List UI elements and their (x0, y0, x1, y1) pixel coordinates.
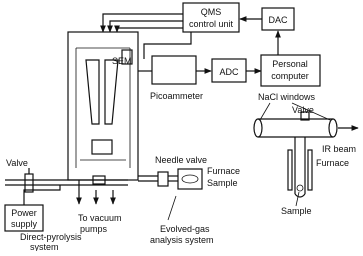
dp-label-line1: Direct-pyrolysis (20, 232, 82, 242)
valve-right-label: Valve (292, 105, 314, 115)
egas-label-line1: Evolved-gas (160, 224, 210, 234)
dac-box (262, 8, 294, 30)
personal-computer-box (261, 55, 320, 86)
sem-label: SEM (112, 56, 132, 66)
picoammeter-box (150, 56, 203, 101)
nacl-windows-label: NaCl windows (258, 92, 316, 102)
vacuum-label-line2: pumps (80, 224, 108, 234)
dac-label: DAC (268, 15, 288, 25)
ir-beam-label: IR beam (322, 144, 357, 154)
picoammeter-label: Picoammeter (150, 91, 204, 101)
power-label-line1: Power (11, 208, 37, 218)
pc-label-line1: Personal (272, 59, 308, 69)
evolved-gas-system (138, 155, 240, 245)
direct-pyrolysis-probe (5, 158, 128, 192)
qms-label-line1: QMS (200, 7, 222, 17)
adc-box (212, 59, 246, 82)
sample-right-label: Sample (281, 206, 312, 216)
adc-label: ADC (219, 67, 239, 77)
furnace-mid-label: Furnace (207, 166, 241, 176)
probe-valve-icon (25, 174, 33, 192)
sample-mid-label: Sample (207, 178, 238, 188)
vacuum-label-line1: To vacuum (78, 213, 122, 223)
needle-valve-label: Needle valve (155, 155, 208, 165)
vacuum-chamber (68, 32, 138, 180)
pc-label-line2: computer (271, 71, 309, 81)
needle-valve-icon (158, 172, 168, 186)
qms-label-line2: control unit (188, 19, 234, 29)
vacuum-arrows (78, 180, 122, 234)
ir-cell (254, 92, 358, 216)
dp-label-line2: system (30, 242, 59, 251)
power-label-line2: supply (10, 219, 38, 229)
qms-control-unit-box (183, 3, 239, 32)
furnace-right-label: Furnace (316, 158, 350, 168)
egas-label-line2: analysis system (150, 235, 214, 245)
valve-left-label: Valve (6, 158, 28, 168)
